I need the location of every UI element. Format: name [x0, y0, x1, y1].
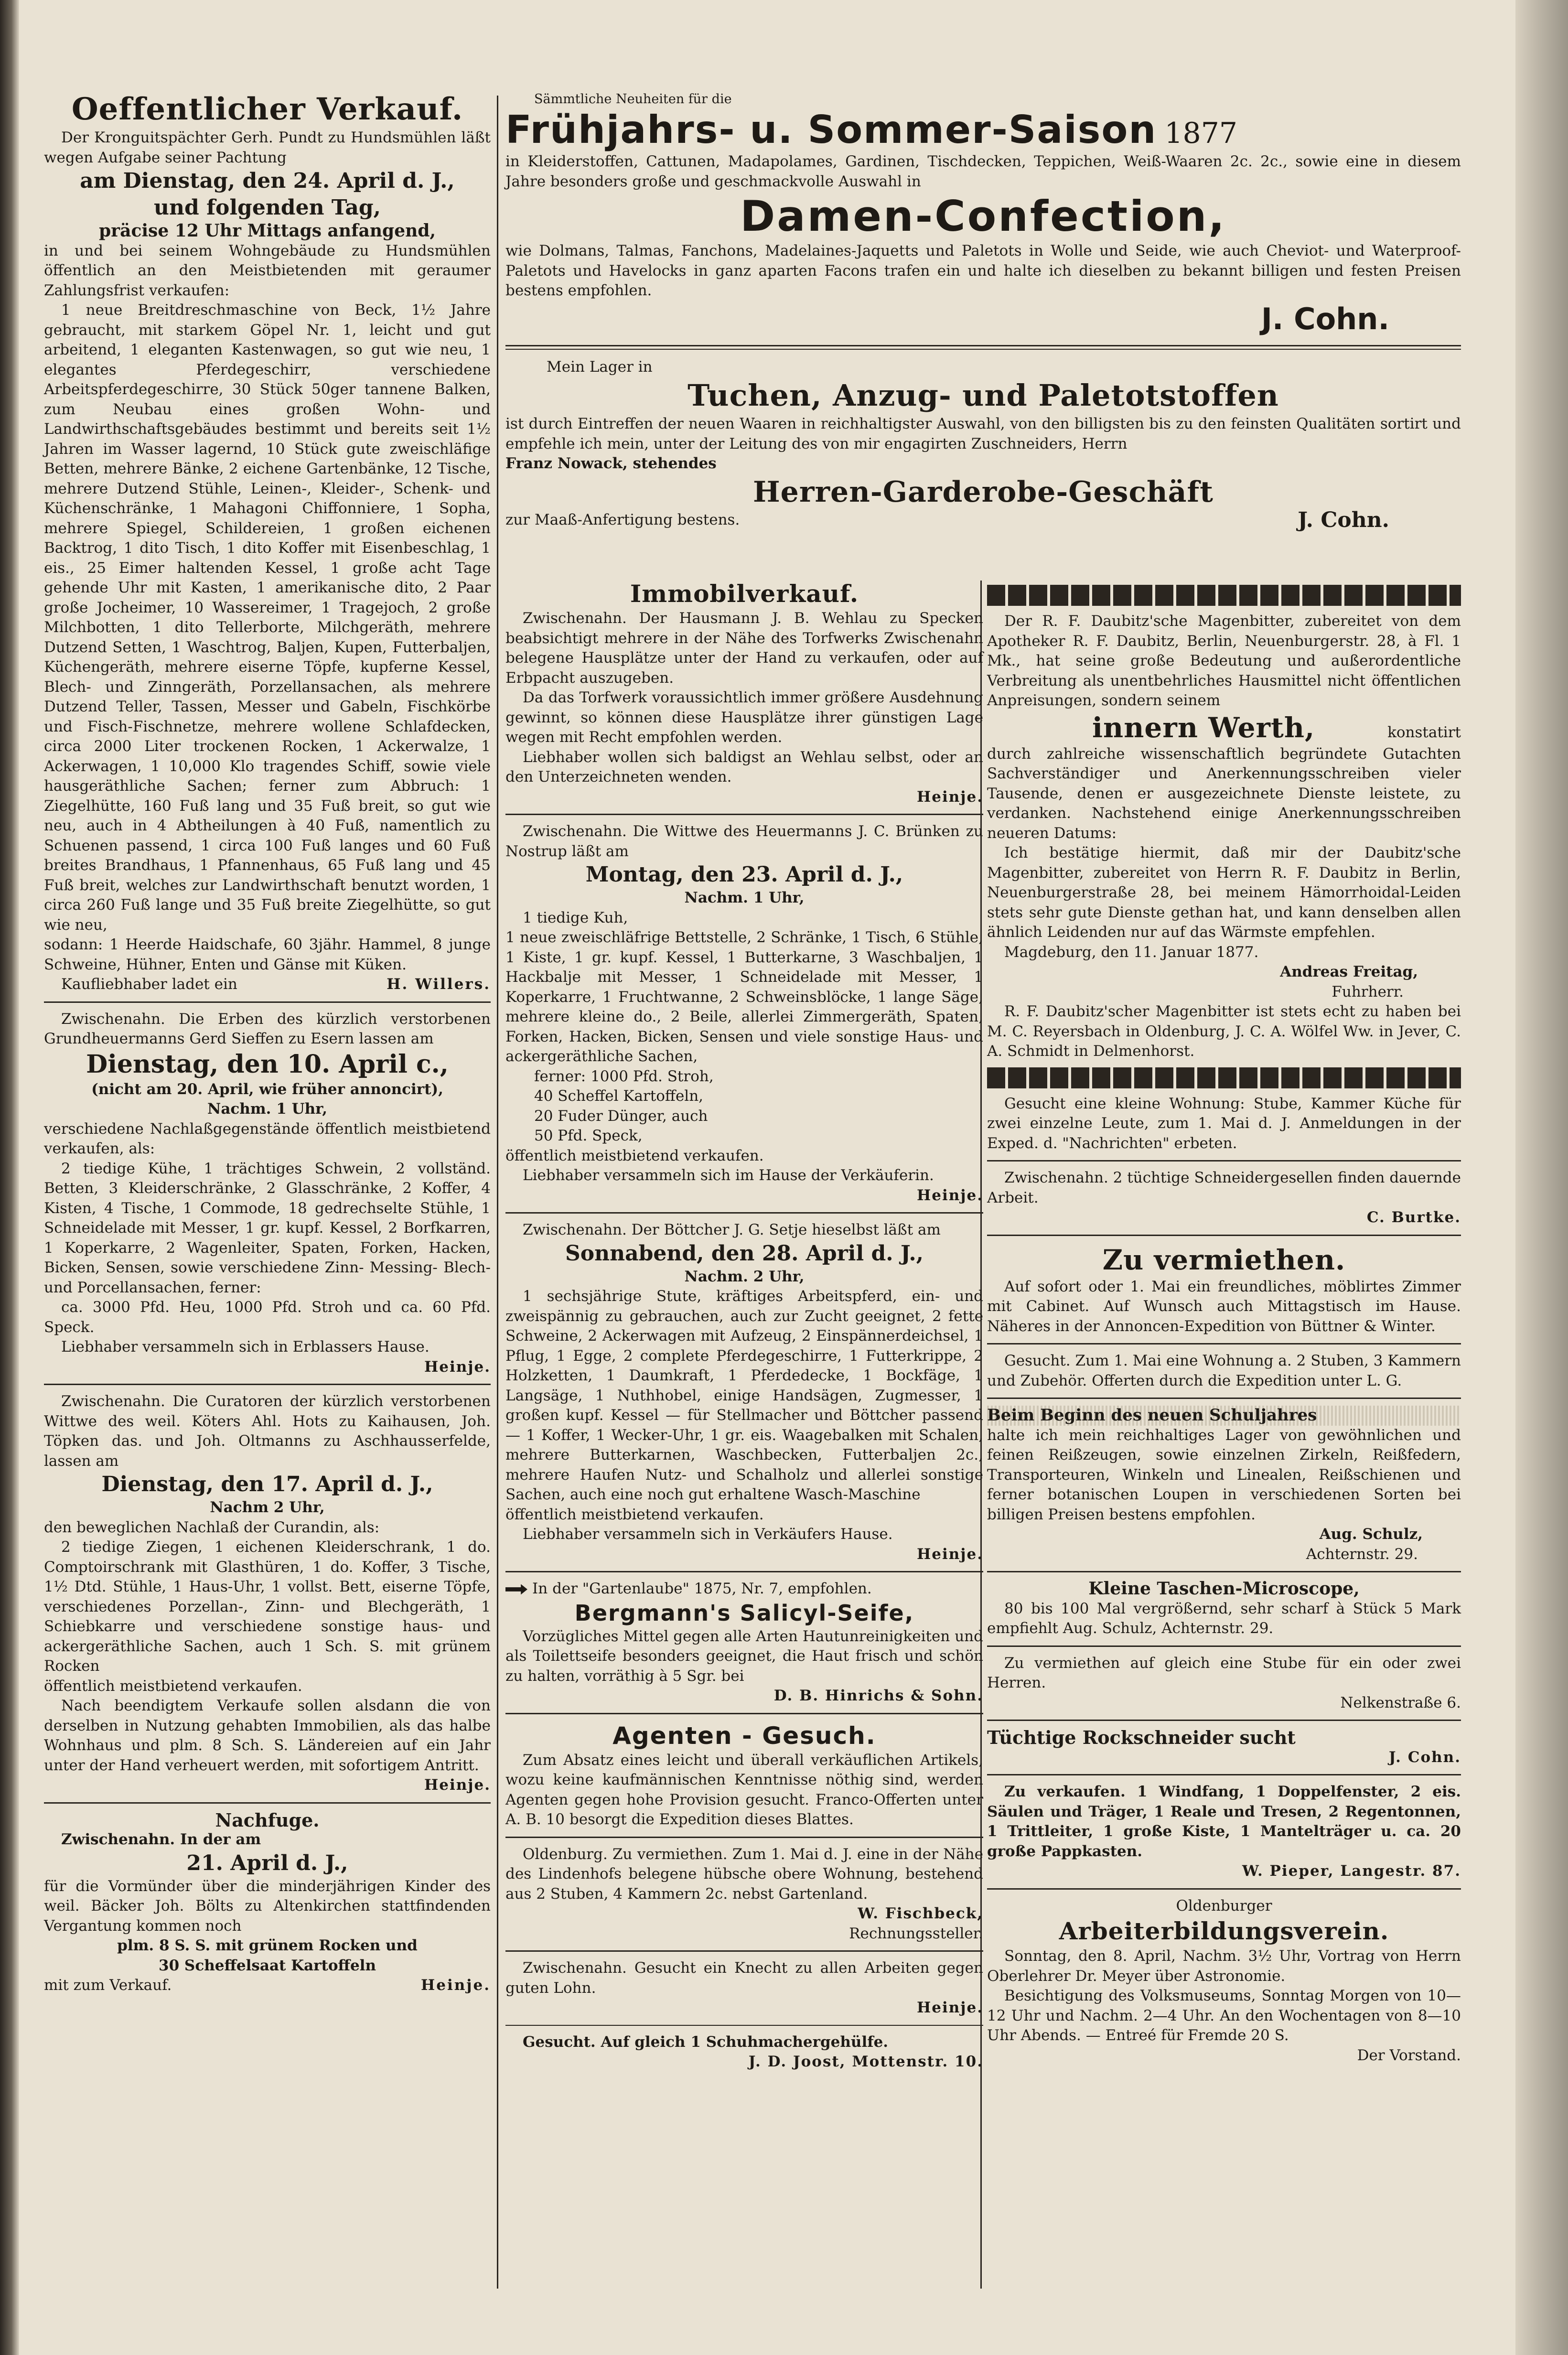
divider: [505, 1571, 983, 1572]
lager-text-2: Franz Nowack, stehendes: [505, 455, 717, 472]
divider: [505, 1212, 983, 1214]
ad-signature: J. Cohn.: [1388, 1748, 1461, 1766]
divider: [505, 1950, 983, 1952]
ad-date: Magdeburg, den 11. Januar 1877.: [1004, 943, 1259, 961]
ad-items-2: sodann: 1 Heerde Haidschafe, 60 3jähr. Hammel, 8 junge Schweine, Hühner, Enten und Gänse mit Küken.: [44, 936, 491, 973]
column-right: [987, 579, 1461, 2065]
ad-hots: [44, 1392, 491, 1796]
ad-joost: [505, 2032, 983, 2072]
divider: [44, 1384, 491, 1385]
lager-signature-row: [505, 507, 1461, 532]
ad-signature: Der Vorstand.: [1357, 2046, 1461, 2064]
ad-invite: Liebhaber versammeln sich in Erblassers Hause.: [61, 1338, 430, 1355]
ad-text: Zwischenahn. Gesucht ein Knecht zu allen Arbeiten gegen guten Lohn.: [505, 1959, 983, 1997]
ad-signature-2: Rechnungssteller.: [849, 1925, 983, 1942]
ad-signature-2: Achternstr. 29.: [1306, 1545, 1418, 1563]
ad-text: öffentlich meistbietend verkaufen.: [44, 1677, 302, 1695]
ad-items-2: ferner: 1000 Pfd. Stroh, 40 Scheffel Kartoffeln, 20 Fuder Dünger, auch 50 Pfd. Speck,: [534, 1067, 714, 1144]
ad-sieffen: [44, 1010, 491, 1377]
column-middle: [505, 579, 983, 2072]
ad-zimmer: [987, 1654, 1461, 1713]
ad-text: Zu verkaufen. 1 Windfang, 1 Doppelfenster, 2 eis. Säulen und Träger, 1 Reale und Tresen, 2 Regentonnen, 1 Trittleiter, 1 große Kiste, 1 Mantelträger u. ca. 20 große Pappkasten.: [987, 1783, 1461, 1860]
cohn-headline: Frühjahrs- u. Sommer-Saison: [505, 108, 1157, 152]
ad-title: Kleine Taschen-Microscope,: [1088, 1579, 1360, 1599]
ad-date: am Dienstag, den 24. April d. J.,: [80, 169, 455, 193]
ad-signature: Nelkenstraße 6.: [1340, 1694, 1461, 1711]
lager-signature: J. Cohn.: [1298, 507, 1389, 532]
ad-pre: [505, 1579, 983, 1599]
ad-items: 1 sechsjährige Stute, kräftiges Arbeitspferd, ein- und zweispännig zu gebrauchen, auch zur Zucht geeignet, 2 fette Schweine, 2 Ackerwagen mit Aufzeug, 2 Einspännerdeichsel, 1 Pflug, 1 Egge, 2 complete Pferdegeschirre, 1 Futterkrippe, 2 Holzketten, 1 Daumkraft, 1 Pferdedecke, 1 Bockfäge, 1 Langsäge, 1 Nuthhobel, einige Handsägen, Zugmesser, 1 großen kupf. Kessel — für Stellmacher und Böttcher passend — 1 Koffer, 1 Wecker-Uhr, 1 gr. eis. Waagebalken mit Schalen, mehrere Butterkarnen, Waschbecken, Futterbaljen 2c., mehrere Haufen Nutz- und Schalholz und allerlei sonstige Sachen, auch eine noch gut erhaltene Wasch-Maschine: [505, 1288, 983, 1503]
ad-signature: J. D. Joost, Mottenstr. 10.: [748, 2053, 983, 2070]
ad-text: R. F. Daubitz'scher Magenbitter ist stets echt zu haben bei M. C. Reyersbach in Oldenburg, J. C. A. Wölfel Ww. in Jever, C. A. Schmidt in Delmenhorst.: [987, 1003, 1461, 1060]
ad-item-2: 30 Scheffelsaat Kartoffeln: [159, 1957, 376, 1974]
ad-text: Da das Torfwerk voraussichtlich immer größere Ausdehnung gewinnt, so können diese Hausplätze ihrer günstigen Lage wegen mit Recht empfohlen werden.: [505, 689, 983, 746]
ad-setje: [505, 1220, 983, 1564]
ad-zu-vermiethen: [987, 1243, 1461, 1337]
cohn-intro: Sämmtliche Neuheiten für die: [534, 92, 732, 107]
ad-invite: Liebhaber versammeln sich im Hause der Verkäuferin.: [523, 1167, 934, 1184]
ad-text: Besichtigung des Volksmuseums, Sonntag Morgen von 10—12 Uhr und Nachm. 2—4 Uhr. An den Wochentagen von 8—10 Uhr Abends. — Entreé für Fremde 20 S.: [987, 1987, 1461, 2044]
ad-signature: Andreas Freitag,: [1280, 963, 1418, 980]
ad-text: Zwischenahn. Der Hausmann J. B. Wehlau zu Specken beabsichtigt mehrere in der Nähe des Torfwerks Zwischenahn belegene Hausplätze unter der Hand zu verkaufen, oder auf Erbpacht auszugeben.: [505, 610, 983, 687]
ad-fischbeck: [505, 1845, 983, 1944]
divider: [987, 1343, 1461, 1344]
ad-items: 2 tiedige Kühe, 1 trächtiges Schwein, 2 vollständ. Betten, 3 Kleiderschränke, 2 Glasschränke, 2 Koffer, 4 Kisten, 4 Tische, 1 Commode, 18 gedrechselte Stühle, 1 Schneidelade mit Messer, 1 gr. kupf. Kessel, 2 Borfkarren, 1 Koperkarre, 2 Wagenleiter, Spaten, Forken, Hacken, Bicken, Sensen, sowie verschiedene Zinn- Messing- Blech- und Porcellansachen, ferner:: [44, 1160, 491, 1296]
ad-signature: W. Fischbeck,: [858, 1905, 983, 1922]
divider: [987, 1235, 1461, 1236]
cohn-confection: Damen-Confection,: [740, 192, 1226, 241]
ad-note: (nicht am 20. April, wie früher annoncirt),: [91, 1080, 443, 1098]
ad-signature: Heinje.: [420, 1977, 491, 1994]
ad-signature: Heinje.: [424, 1358, 491, 1376]
ad-date: Montag, den 23. April d. J.,: [585, 862, 903, 887]
divider: [505, 345, 1461, 350]
column-rule-left: [497, 96, 498, 2289]
ad-time: präcise 12 Uhr Mittags anfangend,: [99, 221, 436, 241]
ad-signature: H. Willers.: [387, 976, 491, 993]
ad-signature: Heinje.: [424, 1776, 491, 1794]
ad-microscope: [987, 1579, 1461, 1639]
ad-gesucht-wohnung: [987, 1351, 1461, 1391]
divider: [987, 1645, 1461, 1647]
divider: [44, 1802, 491, 1804]
divider: [44, 1001, 491, 1003]
ad-items-2: ca. 3000 Pfd. Heu, 1000 Pfd. Stroh und ca. 60 Pfd. Speck.: [44, 1299, 491, 1336]
ad-text: Der R. F. Daubitz'sche Magenbitter, zubereitet von dem Apotheker R. F. Daubitz, Berlin, Neuenburgerstr. 28, à Fl. 1 Mk., hat seine große Bedeutung und außerordentliche Verbreitung als unentbehrliches Hausmittel nicht öffentlichen Anpreisungen, sondern seinem: [987, 613, 1461, 709]
ad-text: Gesucht. Auf gleich 1 Schuhmachergehülfe.: [523, 2033, 889, 2051]
ad-text: verschiedene Nachlaßgegenstände öffentlich meistbietend verkaufen, als:: [44, 1120, 491, 1157]
ornament-band: [987, 1067, 1461, 1088]
ad-title: Immobilverkauf.: [630, 580, 859, 608]
ad-rockschneider: [987, 1728, 1461, 1767]
ad-testimonial: Ich bestätige hiermit, daß mir der Daubitz'sche Magenbitter, zubereitet von Herrn R. F. Daubitz in Berlin, Neuenburgerstraße 28, bei meinem Hämorrhoidal-Leiden stets sehr gute Dienste gethan hat, und kann denselben allen ähnlich Leidenden nur auf das Wärmste empfehlen.: [987, 844, 1461, 941]
ad-item: plm. 8 S. S. mit grünem Rocken und: [117, 1937, 418, 1954]
ad-time: Nachm. 1 Uhr,: [684, 889, 805, 906]
ad-text: konstatirt: [1387, 723, 1461, 741]
ad-text: Zwischenahn. 2 tüchtige Schneidergesellen finden dauernde Arbeit.: [987, 1169, 1461, 1206]
ad-signature-2: Fuhrherr.: [1332, 983, 1404, 1000]
lager-title: Tuchen, Anzug- und Paletotstoffen: [687, 378, 1279, 413]
ad-text: Nach beendigtem Verkaufe sollen alsdann die von derselben in Nutzung gehabten Immobilien, als das halbe Wohnhaus und plm. 8 Sch. S. Ländereien auf ein Jahr unter der Hand verheuert werden, mit sofortigem Antritt.: [44, 1697, 491, 1774]
cohn-text: wie Dolmans, Talmas, Fanchons, Madelaines-Jaquetts und Paletots in Wolle und Seide, wie auch Cheviot- und Waterproof-Paletots und Havelocks in ganz aparten Facons trafen ein und halte ich dieselben zu bekannt billigen und festen Preisen bestens empfohlen.: [505, 242, 1461, 299]
ad-text: Zwischenahn. In der am: [61, 1831, 261, 1848]
ad-title: Agenten - Gesuch.: [612, 1721, 876, 1750]
ad-signature: Heinje.: [916, 1999, 983, 2016]
ad-schneider: [987, 1168, 1461, 1228]
ad-werth: innern Werth,: [1092, 711, 1315, 744]
divider: [987, 1774, 1461, 1775]
ad-text: Der Kronguitspächter Gerh. Pundt zu Hundsmühlen läßt wegen Aufgabe seiner Pachtung: [44, 129, 491, 166]
ad-items: 2 tiedige Ziegen, 1 eichenen Kleiderschrank, 1 do. Comptoirschrank mit Glasthüren, 1 do. Koffer, 3 Tische, 1½ Dtd. Stühle, 1 Haus-Uhr, 1 vollst. Bett, eiserne Töpfe, verschiedenes Porzellan-, Zinn- und Blechgeräth, 1 Schiebkarre und verschiedene sonstige haus- und ackergeräthliche Sachen, auch 1 Sch. S. mit grünem Rocken: [44, 1538, 491, 1675]
ad-magenbitter: [987, 612, 1461, 1062]
ad-title: Tüchtige Rockschneider sucht: [987, 1727, 1296, 1748]
ad-date: 21. April d. J.,: [186, 1850, 348, 1875]
ad-title: Oeffentlicher Verkauf.: [71, 91, 463, 127]
ad-invite: Kaufliebhaber ladet ein: [61, 976, 237, 993]
ad-text: in und bei seinem Wohngebäude zu Hundsmühlen öffentlich an den Meistbietenden mit geraumer Zahlungsfrist verkaufen:: [44, 242, 491, 299]
ad-text: 80 bis 100 Mal vergrößernd, sehr scharf à Stück 5 Mark empfiehlt Aug. Schulz, Achternstr. 29.: [987, 1600, 1461, 1637]
ad-signature: W. Pieper, Langestr. 87.: [1242, 1862, 1461, 1880]
ad-arbeiterbildungsverein: [987, 1896, 1461, 2066]
cohn-headline-row: [505, 108, 1461, 152]
ad-time: Nachm 2 Uhr,: [210, 1499, 325, 1516]
ad-text: halte ich mein reichhaltiges Lager von gewöhnlichen und feinen Reißzeugen, sowie einzelnen Zirkeln, Reißfedern, Transporteuren, Winkeln und Linealen, Reißschienen und ferner botanischen Loupen in verschiedenen Sorten bei billigen Preisen bestens empfohlen.: [987, 1426, 1461, 1523]
ad-text: Zwischenahn. Die Erben des kürzlich verstorbenen Grundheuermanns Gerd Sieffen zu Esern lassen am: [44, 1010, 491, 1047]
ad-invite: Liebhaber versammeln sich in Verkäufers Hause.: [523, 1526, 893, 1543]
ad-schuljahr: [987, 1406, 1461, 1564]
ad-text: Zwischenahn. Der Böttcher J. G. Setje hieselbst läßt am: [523, 1221, 941, 1238]
ad-text: Liebhaber wollen sich baldigst an Wehlau selbst, oder an den Unterzeichneten wenden.: [505, 748, 983, 785]
ad-signature-row: [44, 975, 491, 995]
ad-date: Dienstag, den 17. April d. J.,: [101, 1472, 433, 1496]
ad-signature: Heinje.: [916, 1186, 983, 1204]
lager-text-3: zur Maaß-Anfertigung bestens.: [505, 511, 740, 528]
scan-edge-left: [0, 0, 19, 2355]
ad-signature: Heinje.: [916, 788, 983, 806]
divider: [505, 814, 983, 815]
ad-text: Zwischenahn. Die Curatoren der kürzlich verstorbenen Wittwe des weil. Köters Ahl. Hots zu Kaihausen, Joh. Töpken das. und Joh. Oltmanns zu Aschhausserfelde, lassen am: [44, 1393, 491, 1470]
divider: [505, 1713, 983, 1714]
ad-text: Sonntag, den 8. April, Nachm. 3½ Uhr, Vortrag von Herrn Oberlehrer Dr. Meyer über Astronomie.: [987, 1947, 1461, 1985]
ad-title: Nachfuge.: [215, 1809, 320, 1831]
divider: [987, 1888, 1461, 1890]
ad-text: für die Vormünder über die minderjährigen Kinder des weil. Bäcker Joh. Bölts zu Altenkirchen stattfindenden Vergantung kommen noch: [44, 1877, 491, 1935]
ornament-band: [987, 585, 1461, 606]
ad-text: Auf sofort oder 1. Mai ein freundliches, möblirtes Zimmer mit Cabinet. Auf Wunsch auch Mittagstisch im Hause. Näheres in der Annoncen-Expedition von Büttner & Winter.: [987, 1278, 1461, 1335]
column-left: [44, 91, 491, 1996]
ad-text: Vorzügliches Mittel gegen alle Arten Hautunreinigkeiten und als Toilettseife besonders geeignet, die Haut frisch und schön zu halten, vorräthig à 5 Sgr. bei: [505, 1627, 983, 1685]
divider: [987, 1720, 1461, 1721]
ad-text: Zwischenahn. Die Wittwe des Heuermanns J. C. Brünken zu Nostrup läßt am: [505, 823, 983, 860]
ad-bruenken: [505, 822, 983, 1205]
ad-title: Zu vermiethen.: [1102, 1243, 1346, 1276]
ad-text: durch zahlreiche wissenschaftlich begründete Gutachten Sachverständiger und Anerkennungsschreiben vieler Tausende, denen er ausgezeichnete Dienste leistete, zu verdanken. Nachstehend einige Anerkennungsschreiben neueren Datums:: [987, 745, 1461, 842]
cohn-advertisement: [505, 91, 1461, 530]
divider: [987, 1160, 1461, 1161]
ad-title: Beim Beginn des neuen Schuljahres: [987, 1406, 1461, 1426]
divider: [987, 1571, 1461, 1572]
ad-pre-text: In der "Gartenlaube" 1875, Nr. 7, empfohlen.: [532, 1580, 872, 1597]
ad-oeffentlicher-verkauf: [44, 91, 491, 995]
ad-nachfuge: [44, 1810, 491, 1996]
pointing-hand-icon: [505, 1584, 527, 1595]
ad-signature: Heinje.: [916, 1545, 983, 1563]
ad-text: Gesucht. Zum 1. Mai eine Wohnung a. 2 Stuben, 3 Kammern und Zubehör. Offerten durch die Expedition unter L. G.: [987, 1352, 1461, 1389]
ad-date: Dienstag, den 10. April c.,: [86, 1049, 449, 1079]
ad-time: Nachm. 2 Uhr,: [684, 1268, 805, 1285]
ad-text: den beweglichen Nachlaß der Curandin, als:: [44, 1518, 380, 1536]
ad-agenten: [505, 1721, 983, 1830]
ad-text: öffentlich meistbietend verkaufen.: [505, 1147, 764, 1164]
ad-title: Arbeiterbildungsverein.: [1059, 1917, 1389, 1945]
ad-items: 1 neue Breitdreschmaschine von Beck, 1½ Jahre gebraucht, mit starkem Göpel Nr. 1, leicht und gut arbeitend, 1 eleganten Kastenwagen, so gut wie neu, 1 elegantes Pferdegeschirr, verschiedene Arbeitspferdegeschirre, 30 Stück 50ger tannene Balken, zum Neubau eines großen Wohn- und Landwirthschaftsgebäudes bestimmt und bereits seit 1½ Jahren im Wasser lagernd, 10 Stück gute zweischläfige Betten, mehrere Bänke, 2 eichene Gartenbänke, 12 Tische, mehrere Dutzend Stühle, Leinen-, Kleider-, Schenk- und Küchenschränke, 1 Mahagoni Chiffonniere, 1 Sopha, mehrere Spiegel, Schildereien, 1 großen eichenen Backtrog, 1 dito Tisch, 1 dito Koffer mit Eisenbeschlag, 1 eis., 25 Eimer haltenden Kessel, 1 große acht Tage gehende Uhr mit Kasten, 1 amerikanische dito, 2 Paar große Jocheimer, 10 Wassereimer, 1 Tragejoch, 2 große Milchbotten, 1 dito Tellerborte, Milchgeräth, mehrere Dutzend Setten, 1 Waschtrog, Baljen, Kupen, Futterbaljen, Küchengeräth, mehrere eiserne Töpfe, kupferne Kessel, Blech- und Zinngeräth, Porzellansachen, als mehrere Dutzend Teller, Tassen, Messer und Gabeln, Fischkörbe und Fisch-Fischnetze, mehrere wollene Schlafdecken, circa 2000 Liter trockenen Rocken, 1 Ackerwalze, 1 Ackerwagen, 1 10,000 Klo tragendes Schiff, sowie viele hausgeräthliche Sachen; ferner zum Abbruch: 1 Ziegelhütte, 160 Fuß lang und 35 Fuß breit, so gut wie neu, auch in 4 Abtheilungen à 40 Fuß, namentlich zu Schuenen passend, 1 circa 100 Fuß langes und 60 Fuß breites Brandhaus, 1 Pfannenhaus, 65 Fuß lang und 45 Fuß breit, welches zur Landwirthschaft benutzt worden, 1 circa 260 Fuß lange und 35 Fuß breite Ziegelhütte, so gut wie neu,: [44, 301, 491, 934]
ad-werth-row: [987, 711, 1461, 744]
ad-wohnung-gesucht: [987, 1094, 1461, 1154]
ad-signature-row: [44, 1976, 491, 1996]
ad-date-2: und folgenden Tag,: [154, 195, 381, 220]
lager-herren: Herren-Garderobe-Geschäft: [752, 475, 1214, 509]
ad-text: mit zum Verkauf.: [44, 1977, 172, 1994]
ad-pieper: [987, 1782, 1461, 1882]
ad-signature: D. B. Hinrichs & Sohn.: [773, 1687, 983, 1704]
ad-date: Sonnabend, den 28. April d. J.,: [565, 1241, 924, 1266]
ad-text: Gesucht eine kleine Wohnung: Stube, Kammer Küche für zwei einzelne Leute, zum 1. Mai d. J. Anmeldungen in der Exped. d. "Nachrichten" erbeten.: [987, 1095, 1461, 1152]
divider: [505, 1837, 983, 1838]
ad-items: 1 tiedige Kuh, 1 neue zweischläfrige Bettstelle, 2 Schränke, 1 Tisch, 6 Stühle, 1 Kiste, 1 gr. kupf. Kessel, 1 Butterkarne, 3 Waschbaljen, 1 Hackbalje mit Messer, 1 Schneidelade mit Messer, 1 Koperkarre, 1 Fruchtwanne, 2 Schweinsblöcke, 1 lange Säge, mehrere kleine do., 2 Beile, allerlei Zimmergeräth, Spaten, Forken, Hacken, Bicken, Sensen und viele sonstige Haus- und ackergeräthliche Sachen,: [505, 909, 983, 1065]
ad-title: Bergmann's Salicyl-Seife,: [574, 1600, 914, 1626]
ad-text: Oldenburg. Zu vermiethen. Zum 1. Mai d. J. eine in der Nähe des Lindenhofs belegene hübsche obere Wohnung, bestehend aus 2 Stuben, 4 Kammern 2c. nebst Gartenland.: [505, 1845, 983, 1903]
ad-time: Nachm. 1 Uhr,: [207, 1100, 328, 1118]
ad-knecht: [505, 1958, 983, 2018]
ad-signature: C. Burtke.: [1366, 1209, 1461, 1226]
lager-text: ist durch Eintreffen der neuen Waaren in reichhaltigster Auswahl, von den billigsten bis zu den feinsten Qualitäten sortirt und empfehle ich mein, unter der Leitung des von mir engagirten Zuschneiders, Herrn: [505, 415, 1461, 452]
cohn-text: in Kleiderstoffen, Cattunen, Madapolames, Gardinen, Tischdecken, Teppichen, Weiß-Waaren 2c. 2c., sowie eine in diesem Jahre besonders große und geschmackvolle Auswahl in: [505, 153, 1461, 190]
scan-edge-right: [1515, 0, 1568, 2355]
ad-immobilverkauf: [505, 579, 983, 807]
divider: [505, 2025, 983, 2026]
ad-pre: Oldenburger: [1176, 1897, 1272, 1914]
lager-intro: Mein Lager in: [547, 358, 653, 376]
ad-text: öffentlich meistbietend verkaufen.: [505, 1505, 764, 1523]
cohn-signature: J. Cohn.: [1261, 301, 1389, 336]
ad-salicyl-seife: [505, 1579, 983, 1706]
ad-signature: Aug. Schulz,: [1319, 1526, 1423, 1543]
ad-text: Zum Absatz eines leicht und überall verkäuflichen Artikels, wozu keine kaufmännischen Kenntnisse nöthig sind, werden Agenten gegen hohe Provision gesucht. Franco-Offerten unter A. B. 10 besorgt die Expedition dieses Blattes.: [505, 1751, 983, 1828]
divider: [987, 1398, 1461, 1399]
ad-text: Zu vermiethen auf gleich eine Stube für ein oder zwei Herren.: [987, 1654, 1461, 1691]
cohn-year: 1877: [1164, 117, 1238, 150]
